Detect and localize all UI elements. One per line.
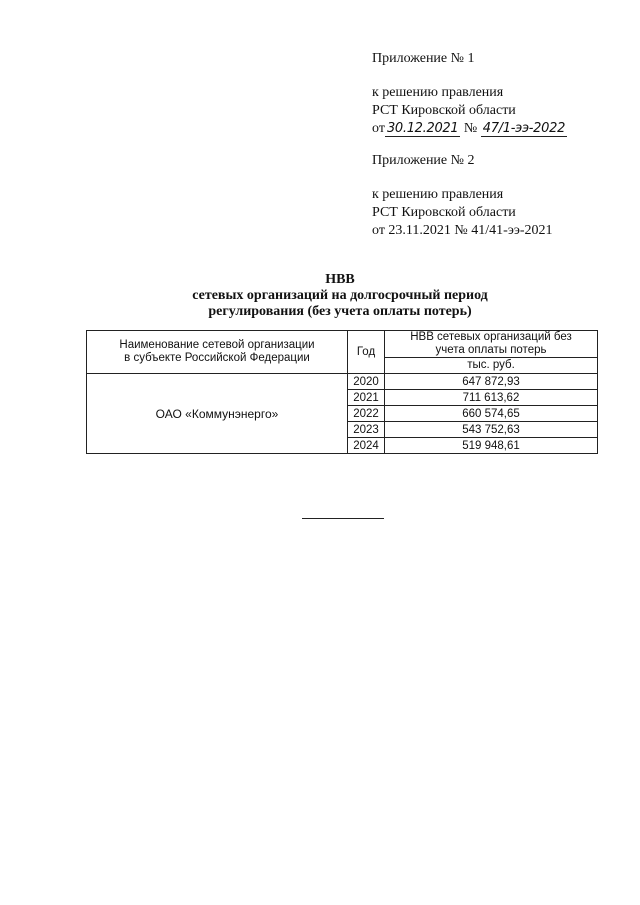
header-nvv [385,331,598,358]
header-nvv-line-1: НВВ сетевых организаций без [410,331,572,343]
appendix-1-decision-line: к решению правления [372,85,504,100]
appendix-1-heading: Приложение № 1 [372,51,475,66]
value-cell: 543 752,63 [385,422,598,438]
title-line-3: регулирования (без учета оплаты потерь) [208,304,472,319]
year-cell: 2023 [348,422,385,438]
value-cell: 660 574,65 [385,406,598,422]
appendix-1-date-number-line [372,120,567,138]
nvv-table [86,330,598,454]
appendix-2-block [372,152,553,240]
year-cell: 2021 [348,390,385,406]
header-year: Год [348,331,385,374]
appendix-1-authority-line: РСТ Кировской области [372,103,516,118]
table-header-row [87,331,598,358]
year-cell: 2020 [348,374,385,390]
value-cell: 647 872,93 [385,374,598,390]
appendix-1-block [372,50,567,138]
document-title [0,272,640,320]
handwritten-date: 30.12.2021 [386,121,459,136]
appendix-1-prefix: от [372,121,385,136]
header-organization-line-1: Наименование сетевой организации [119,339,315,351]
appendix-2-heading: Приложение № 2 [372,153,475,168]
title-line-1: НВВ [325,272,355,287]
appendix-2-date-number-line: от 23.11.2021 № 41/41-ээ-2021 [372,223,553,238]
year-cell: 2022 [348,406,385,422]
table-row [87,374,598,390]
appendix-1-num-sign: № [463,121,478,136]
appendix-2-authority-line: РСТ Кировской области [372,205,516,220]
organization-name-cell: ОАО «Коммунэнерго» [87,374,348,454]
header-organization [87,331,348,374]
value-cell: 711 613,62 [385,390,598,406]
header-organization-line-2: в субъекте Российской Федерации [124,352,310,364]
value-cell: 519 948,61 [385,438,598,454]
header-unit: тыс. руб. [385,358,598,374]
end-separator-line [302,518,384,519]
header-nvv-line-2: учета оплаты потерь [435,344,547,356]
title-line-2: сетевых организаций на долгосрочный период [192,288,488,303]
appendix-2-decision-line: к решению правления [372,187,504,202]
handwritten-number: 47/1-ээ-2022 [482,121,566,136]
year-cell: 2024 [348,438,385,454]
